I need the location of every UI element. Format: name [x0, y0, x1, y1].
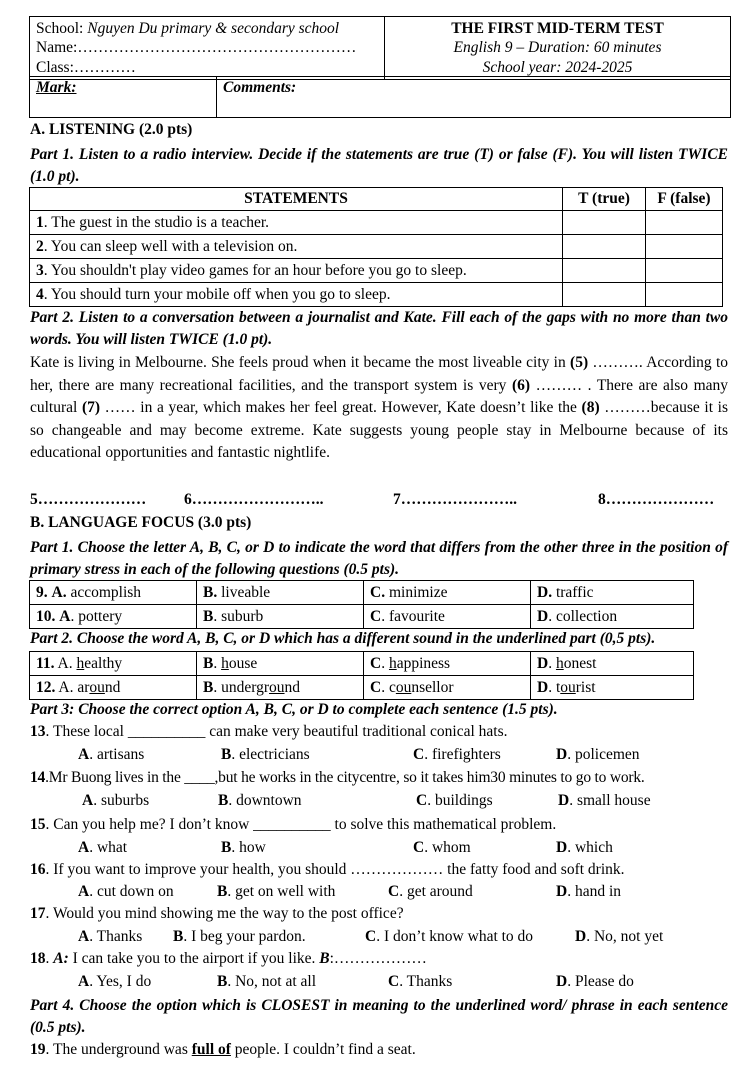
- question-19: 19. The underground was full of people. I couldn’t find a seat.: [30, 1041, 416, 1058]
- statement-3: 3. You shouldn't play video games for an hour before you go to sleep.: [30, 259, 563, 283]
- section-a-title: A. LISTENING (2.0 pts): [30, 121, 193, 138]
- q17-option-d[interactable]: D. No, not yet: [575, 928, 664, 945]
- q9-option-b[interactable]: B. liveable: [197, 581, 364, 605]
- class-field: Class:…………: [36, 58, 136, 76]
- q17-option-c[interactable]: C. I don’t know what to do: [365, 928, 534, 945]
- q10-option-c[interactable]: C. favourite: [364, 605, 531, 629]
- mark-cell: [30, 77, 217, 118]
- question-18: 18. A: I can take you to the airport if you like. B:………………: [30, 950, 427, 967]
- question-16: 16. If you want to improve your health, you should ……………… the fatty food and soft drink.: [30, 861, 625, 878]
- answer-cell-false[interactable]: [646, 211, 723, 235]
- answer-cell-true[interactable]: [563, 211, 646, 235]
- statements-header: STATEMENTS: [30, 188, 563, 211]
- part4-instruction: Part 4. Choose the option which is CLOSEST in meaning to the underlined word/ phrase in each sentence (0.5 pts).: [30, 997, 728, 1036]
- mark-label: Mark:: [36, 79, 77, 96]
- school-year: School year: 2024-2025: [482, 58, 633, 76]
- mark-comments-table: [29, 76, 731, 118]
- q15-option-c[interactable]: C. whom: [413, 839, 471, 856]
- q12-option-d[interactable]: D. tourist: [531, 676, 694, 700]
- underlined-phrase: full of: [191, 1041, 231, 1058]
- true-header: T (true): [563, 188, 646, 211]
- answer-cell-true[interactable]: [563, 259, 646, 283]
- statements-table: [29, 187, 723, 307]
- question-17: 17. Would you mind showing me the way to the post office?: [30, 905, 404, 922]
- q14-option-a[interactable]: A. suburbs: [82, 792, 150, 809]
- q16-option-b[interactable]: B. get on well with: [217, 883, 336, 900]
- q11-option-c[interactable]: C. happiness: [364, 652, 531, 676]
- q15-option-d[interactable]: D. which: [556, 839, 613, 856]
- test-title: THE FIRST MID-TERM TEST: [451, 20, 664, 37]
- stress-instruction: Part 1. Choose the letter A, B, C, or D to indicate the word that differs from the other three in the position of primary stress in each of the following questions (0.5 pts).: [30, 539, 728, 578]
- q12-option-c[interactable]: C. counsellor: [364, 676, 531, 700]
- answer-blank-7[interactable]: 7…………………..: [393, 491, 517, 508]
- stress-table: [29, 580, 694, 629]
- gap-8: (8): [581, 399, 600, 416]
- comments-cell: [217, 77, 731, 118]
- gap-5: (5): [570, 354, 589, 371]
- answer-blank-8[interactable]: 8…………………: [598, 491, 715, 508]
- q18-option-a[interactable]: A. Yes, I do: [78, 973, 152, 990]
- sound-instruction: Part 2. Choose the word A, B, C, or D which has a different sound in the underlined part (0,5 pts).: [30, 630, 656, 647]
- comments-label: Comments:: [223, 79, 297, 96]
- gap-6: (6): [511, 376, 531, 394]
- q16-option-d[interactable]: D. hand in: [556, 883, 622, 900]
- q16-option-a[interactable]: A. cut down on: [78, 883, 174, 900]
- q10-option-a[interactable]: 10. A. pottery: [30, 605, 197, 629]
- school-line: School: Nguyen Du primary & secondary school: [36, 20, 340, 37]
- sound-table: [29, 651, 694, 700]
- q15-option-a[interactable]: A. what: [78, 839, 128, 856]
- section-b-title: B. LANGUAGE FOCUS (3.0 pts): [30, 514, 252, 531]
- q9-option-d[interactable]: D. traffic: [531, 581, 694, 605]
- q15-option-b[interactable]: B. how: [221, 839, 266, 856]
- q18-option-c[interactable]: C. Thanks: [388, 973, 453, 990]
- part2-instruction: Part 2. Listen to a conversation between a journalist and Kate. Fill each of the gaps with no more than two words. You will listen TWICE (1.0 pt).: [30, 309, 728, 348]
- q13-option-b[interactable]: B. electricians: [221, 746, 310, 763]
- part3-instruction: Part 3: Choose the correct option A, B, C, or D to complete each sentence (1.5 pts).: [30, 701, 558, 718]
- answer-blank-5[interactable]: 5…………………: [30, 491, 147, 508]
- subject-duration: English 9 – Duration: 60 minutes: [453, 39, 662, 57]
- gap-7: (7): [81, 399, 101, 416]
- q11-option-b[interactable]: B. house: [197, 652, 364, 676]
- q13-option-a[interactable]: A. artisans: [78, 746, 145, 763]
- question-14: 14.Mr Buong lives in the ____,but he works in the citycentre, so it takes him30 minutes to go to work.: [30, 769, 645, 786]
- q18-option-d[interactable]: D. Please do: [556, 973, 634, 990]
- name-field: Name:………………………………………………: [36, 39, 357, 57]
- q9-option-a[interactable]: 9. A. accomplish: [30, 581, 197, 605]
- statement-1: 1. The guest in the studio is a teacher.: [30, 211, 563, 235]
- q12-option-a[interactable]: 12. A. around: [30, 676, 197, 700]
- q13-option-c[interactable]: C. firefighters: [413, 746, 501, 763]
- answer-cell-false[interactable]: [646, 235, 723, 259]
- q9-option-c[interactable]: C. minimize: [364, 581, 531, 605]
- q11-option-d[interactable]: D. honest: [531, 652, 694, 676]
- listening-passage: Kate is living in Melbourne. She feels proud when it became the most liveable city in (5) ………. According to her, there are many recreational facilities, and the transport system is very (6) ……… . There are also many cultural (7) …… in a year, which makes her feel great. However, Kate doesn’t like the (8) ………because it is so changeable and may become extreme. Kate suggests young people stay in Melbourne because of its educational opportunities and fantastic nightlife.: [30, 354, 729, 461]
- answer-cell-false[interactable]: [646, 283, 723, 307]
- q14-option-b[interactable]: B. downtown: [218, 792, 302, 809]
- question-15: 15. Can you help me? I don’t know __________ to solve this mathematical problem.: [30, 816, 557, 833]
- student-info-cell: [30, 17, 385, 80]
- q16-option-c[interactable]: C. get around: [388, 883, 473, 900]
- part1-instruction: Part 1. Listen to a radio interview. Decide if the statements are true (T) or false (F). You will listen TWICE (1.0 pt).: [30, 146, 728, 185]
- q14-option-c[interactable]: C. buildings: [416, 792, 493, 809]
- false-header: F (false): [646, 188, 723, 211]
- q17-option-a[interactable]: A. Thanks: [78, 928, 143, 945]
- answer-cell-false[interactable]: [646, 259, 723, 283]
- answer-cell-true[interactable]: [563, 283, 646, 307]
- q11-option-a[interactable]: 11. A. healthy: [30, 652, 197, 676]
- header-table: [29, 16, 731, 80]
- q18-option-b[interactable]: B. No, not at all: [217, 973, 317, 990]
- statement-4: 4. You should turn your mobile off when you go to sleep.: [30, 283, 563, 307]
- answer-blank-6[interactable]: 6……………………..: [184, 491, 324, 508]
- question-13: 13. These local __________ can make very beautiful traditional conical hats.: [30, 723, 508, 740]
- q12-option-b[interactable]: B. underground: [197, 676, 364, 700]
- statement-2: 2. You can sleep well with a television on.: [30, 235, 563, 259]
- q13-option-d[interactable]: D. policemen: [556, 746, 640, 763]
- answer-cell-true[interactable]: [563, 235, 646, 259]
- q10-option-b[interactable]: B. suburb: [197, 605, 364, 629]
- q10-option-d[interactable]: D. collection: [531, 605, 694, 629]
- test-info-cell: [385, 17, 731, 80]
- school-name: Nguyen Du primary & secondary school: [87, 20, 340, 37]
- q17-option-b[interactable]: B. I beg your pardon.: [173, 928, 306, 945]
- q14-option-d[interactable]: D. small house: [558, 792, 651, 809]
